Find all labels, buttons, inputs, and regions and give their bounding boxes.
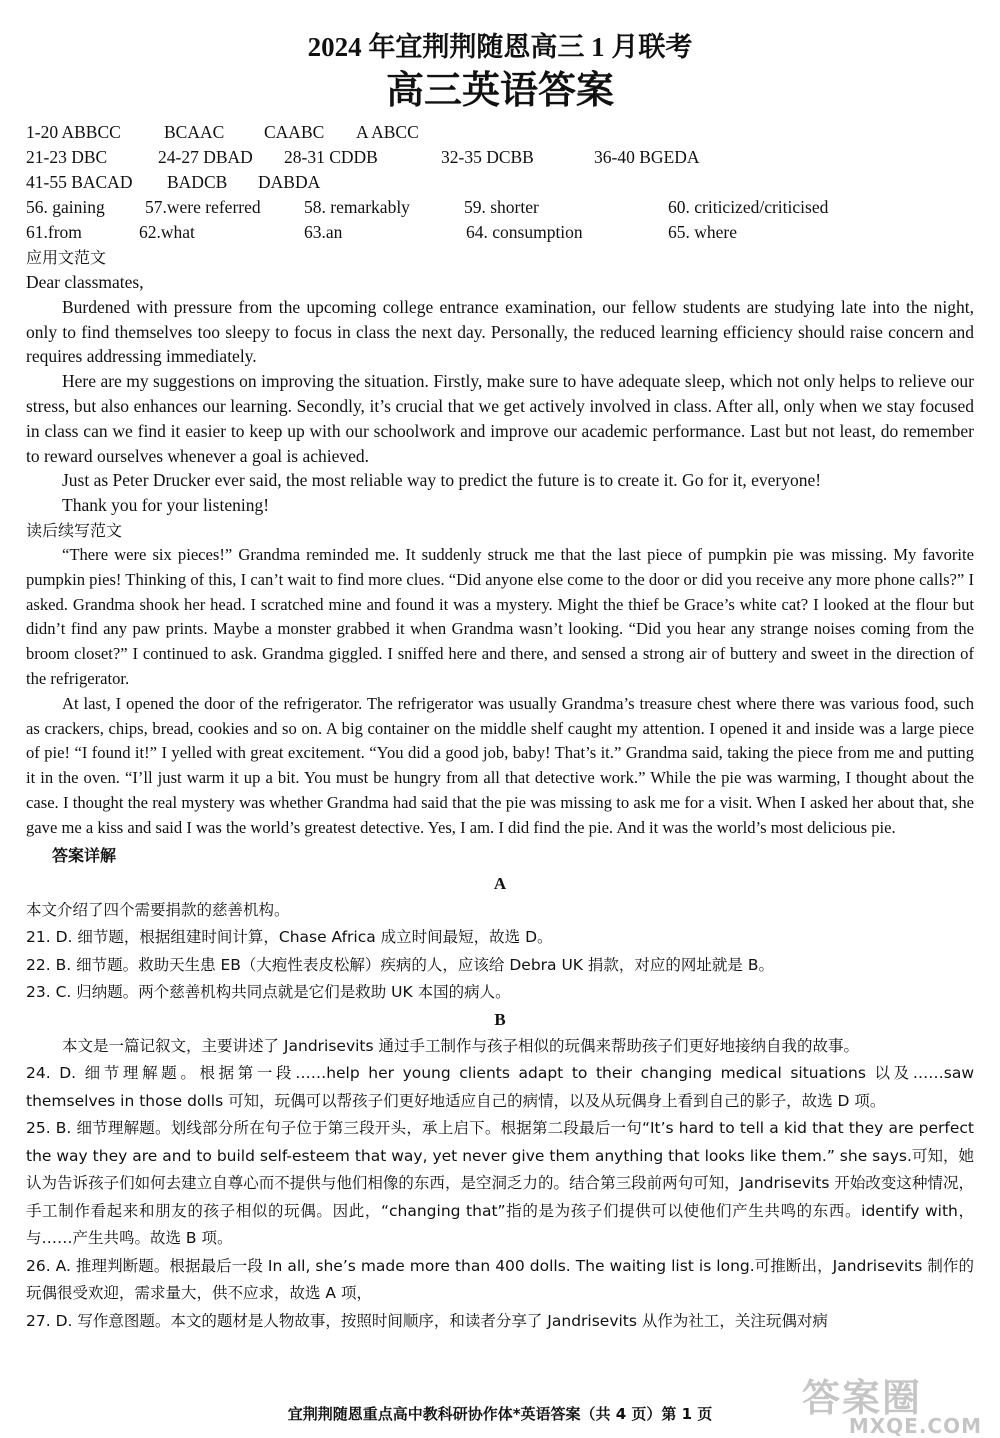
paragraph: Here are my suggestions on improving the situation. Firstly, make sure to have adequate sleep, which not only helps to relieve our stress, but also enhances our learning. Secondly, it’s crucial that we get actively involved in class. After all, only when we stay focused in class can we find it easier to keep up with our schoolwork and improve our academic performance. Last but not least, do remember to reward ourselves whenever a goal is achieved. (26, 371, 974, 466)
answer-analysis-section (26, 841, 974, 1336)
watermark-domain: MXQE.COM (848, 1414, 982, 1438)
answer-row-2 (26, 145, 974, 170)
answer-row-5 (26, 220, 974, 245)
salutation: Dear classmates, (26, 272, 144, 292)
answer-group: 62.what (139, 222, 195, 242)
watermark-logo (802, 1367, 982, 1438)
answer-group: 58. remarkably (304, 197, 410, 217)
practical-writing-section (26, 245, 974, 518)
answer-group: 36-40 BGEDA (594, 147, 700, 167)
answer-group: 56. gaining (26, 197, 105, 217)
answer-group: 28-31 CDDB (284, 147, 378, 167)
answer-explanation: 26. A. 推理判断题。根据最后一段 In all, she’s made more than 400 dolls. The waiting list is long.可推断出，Jandrisevits 制作的玩偶很受欢迎，需求量大，供不应求，故选 A 项， (26, 1256, 974, 1303)
paragraph: Burdened with pressure from the upcoming college entrance examination, our fellow students are studying late into the night, only to find themselves too sleepy to focus in class the next day. Personally, the reduced learning efficiency should raise concern and requires addressing immediately. (26, 296, 974, 367)
answer-group: 1-20 ABBCC (26, 122, 121, 142)
answer-group: 64. consumption (466, 222, 583, 242)
paragraph: “There were six pieces!” Grandma reminded me. It suddenly struck me that the last piece of pumpkin pie was missing. My favorite pumpkin pies! Thinking of this, I can’t wait to find more clues. “Did anyone else come to the door or did you receive any more phone calls?” I asked. Grandma shook her head. I scratched mine and found it was a mystery. Might the thief be Grace’s white cat? I looked at the flour but didn’t find any paw prints. Maybe a monster grabbed it when Grandma wasn’t looking. “Did you hear any strange noises coming from the broom closet?” I continued to ask. Grandma giggled. I sniffed here and there, and sensed a strong air of buttery and sweet in the direction of the refrigerator. (26, 544, 974, 688)
paragraph: At last, I opened the door of the refrigerator. The refrigerator was usually Grandma’s treasure chest where there was various food, such as crackers, chips, bread, cookies and so on. A big container on the middle shelf caught my attention. I opened it and inside was a large piece of pie! “I found it!” I yelled with great excitement. “You did a good job, baby! That’s it.” Grandma said, taking the piece from me and putting it in the oven. “I’ll just warm it up a bit. You must be hungry from all that detective work.” While the pie was warming, I thought about the case. I thought the real mystery was whether Grandma had said that the pie was missing to ask me for a visit. When I asked her about that, she gave me a kiss and said I was the world’s greatest detective. Yes, I am. I did find the pie. And it was the world’s most delicious pie. (26, 693, 974, 837)
answer-group: 32-35 DCBB (441, 147, 534, 167)
section-label: 读后续写范文 (26, 520, 123, 540)
answer-row-3 (26, 170, 974, 195)
answer-group: CAABC (264, 122, 325, 142)
document-subtitle: 高三英语答案 (385, 70, 614, 112)
answer-explanation: 22. B. 细节题。救助天生患 EB（大疱性表皮松解）疾病的人，应该给 Debra UK 捐款，对应的网址就是 B。 (26, 955, 774, 974)
answer-group: BADCB (167, 172, 228, 192)
answer-explanation: 27. D. 写作意图题。本文的题材是人物故事，按照时间顺序，和读者分享了 Jandrisevits 从作为社工，关注玩偶对病 (26, 1311, 828, 1330)
answer-group: 59. shorter (464, 197, 539, 217)
answer-group: 65. where (668, 222, 738, 242)
answer-row-4 (26, 195, 974, 220)
continuation-writing-section (26, 518, 974, 841)
answer-explanation: 24. D. 细节理解题。根据第一段……help her young clients adapt to their changing medical situations 以及……saw themselves in those dolls 可知，玩偶可以帮孩子们更好地适应自己的病情，以及从玩偶身上看到自己的影子，故选 D 项。 (26, 1064, 974, 1110)
passage-letter: B (494, 1009, 506, 1029)
answer-group: A ABCC (356, 122, 419, 142)
closing-line: Thank you for your listening! (62, 495, 270, 516)
answer-group: 60. criticized/criticised (668, 197, 829, 217)
answer-explanation: 23. C. 归纳题。两个慈善机构共同点就是它们是救助 UK 本国的病人。 (26, 983, 511, 1002)
answer-group: DABDA (258, 172, 321, 192)
passage-letter: A (493, 873, 507, 893)
answer-group: 21-23 DBC (26, 147, 108, 167)
answer-group: 61.from (26, 222, 82, 242)
answer-group: 57.were referred (145, 197, 261, 217)
exam-title: 2024 年宜荆荆随恩高三 1 月联考 (307, 32, 693, 62)
paragraph: Just as Peter Drucker ever said, the most reliable way to predict the future is to create it. Go for it, everyone! (62, 470, 822, 491)
answer-group: BCAAC (164, 122, 225, 142)
page-footer: 宜荆荆随恩重点高中教科研协作体*英语答案（共 4 页）第 1 页 (287, 1405, 713, 1423)
watermark-text: 答案圈 (802, 1376, 923, 1420)
answer-row-1 (26, 120, 974, 145)
section-heading: 答案详解 (52, 845, 117, 865)
answer-group: 24-27 DBAD (158, 147, 253, 167)
answer-group: 41-55 BACAD (26, 172, 133, 192)
answer-explanation: 21. D. 细节题，根据组建时间计算，Chase Africa 成立时间最短，故选 D。 (26, 928, 553, 947)
answer-explanation: 25. B. 细节理解题。划线部分所在句子位于第三段开头，承上启下。根据第二段最后一句“It’s hard to tell a kid that they are perfect the way they are and to build self-esteem that way, yet never give them anything that looks like them.” she says.可知，她认为告诉孩子们如何去建立自尊心而不提供与他们相像的东西，是空洞乏力的。结合第三段前两句可知，Jandrisevits 开始改变这种情况，手工制作看起来和朋友的孩子相似的玩偶。因此，“changing that”指的是为孩子们提供可以使他们产生共鸣的东西。identify with，与……产生共鸣。故选 B 项。 (26, 1119, 974, 1248)
passage-summary: 本文是一篇记叙文，主要讲述了 Jandrisevits 通过手工制作与孩子相似的玩偶来帮助孩子们更好地接纳自我的故事。 (62, 1036, 860, 1055)
passage-summary: 本文介绍了四个需要捐款的慈善机构。 (26, 900, 290, 919)
section-label: 应用文范文 (26, 248, 107, 267)
answer-key (26, 120, 974, 245)
answer-group: 63.an (304, 222, 343, 242)
